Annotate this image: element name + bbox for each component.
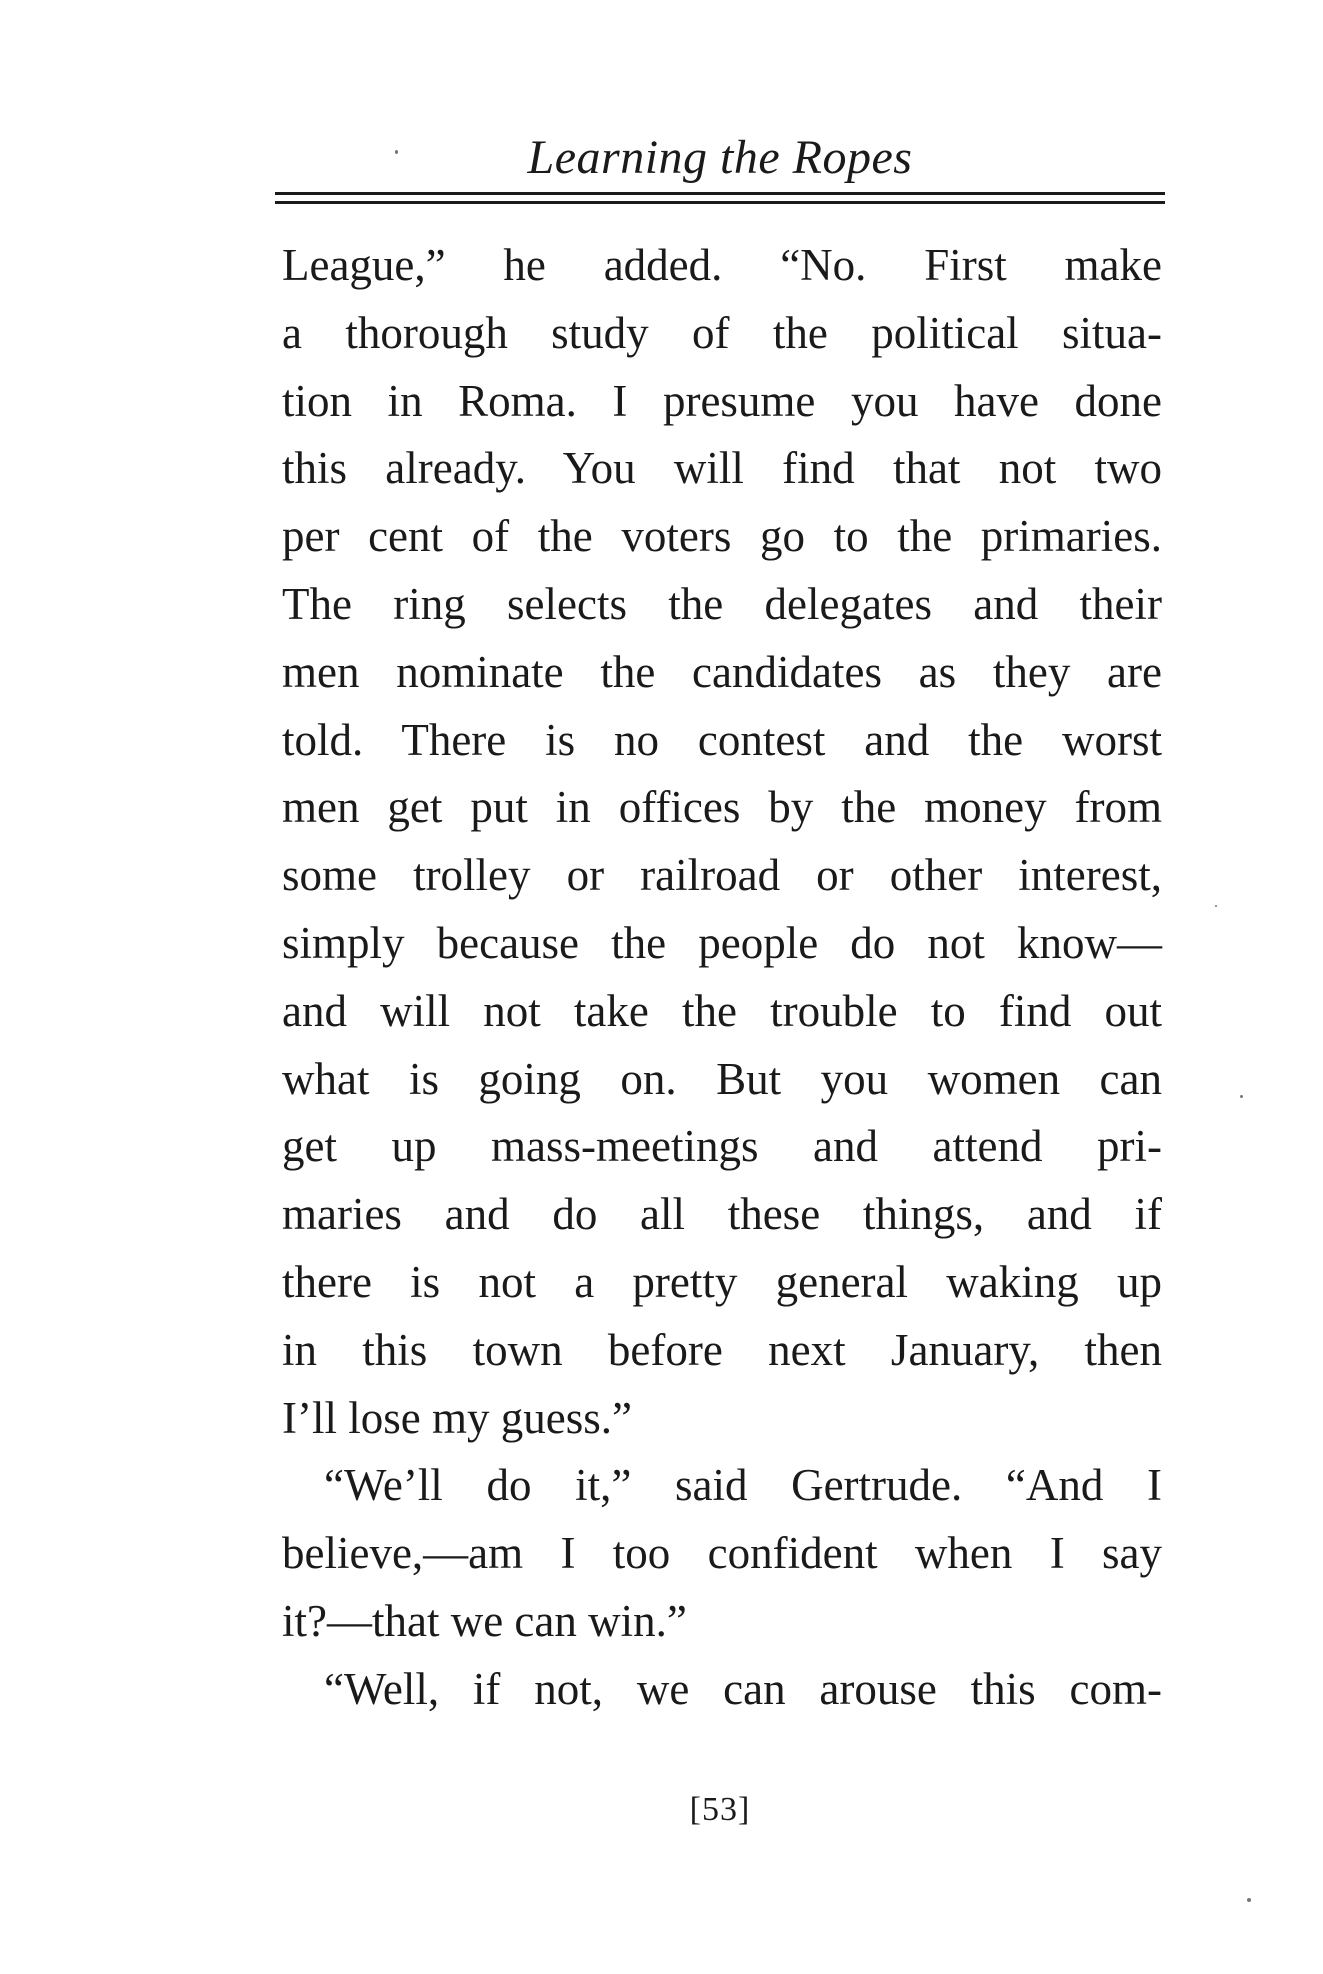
text-line: League,” he added. “No. First make [282, 240, 1162, 290]
text-line: and will not take the trouble to find out [282, 985, 1162, 1036]
text-line: believe,—am I too confident when I say [282, 1528, 1162, 1579]
running-head-title: Learning the Ropes [527, 131, 913, 184]
paper-speck [1240, 1095, 1243, 1098]
text-line: a thorough study of the political situa- [282, 307, 1162, 358]
text-line: what is going on. But you women can [282, 1053, 1162, 1104]
text-line: men get put in offices by the money from [282, 782, 1162, 833]
header-rule-bottom [275, 201, 1165, 204]
text-line: there is not a pretty general waking up [282, 1256, 1162, 1307]
paper-speck [395, 150, 398, 154]
body-text [282, 232, 1162, 1724]
text-line: “We’ll do it,” said Gertrude. “And I [324, 1460, 1162, 1511]
header-rule-top [275, 192, 1165, 195]
paper-speck [1215, 905, 1217, 907]
text-line: maries and do all these things, and if [282, 1189, 1162, 1240]
text-line: men nominate the candidates as they are [282, 646, 1162, 697]
text-line: per cent of the voters go to the primaries. [282, 511, 1162, 562]
text-line: this already. You will find that not two [282, 443, 1162, 494]
text-line: The ring selects the delegates and their [282, 578, 1162, 629]
text-line: tion in Roma. I presume you have done [282, 375, 1162, 426]
text-line: some trolley or railroad or other interest, [282, 850, 1162, 901]
text-line: it?—that we can win.” [282, 1595, 687, 1646]
text-line: get up mass-meetings and attend pri- [282, 1121, 1162, 1172]
text-line: simply because the people do not know— [282, 917, 1162, 968]
text-line: told. There is no contest and the worst [282, 714, 1162, 765]
text-line: “Well, if not, we can arouse this com- [324, 1663, 1162, 1714]
text-line: in this town before next January, then [282, 1324, 1162, 1375]
text-line: I’ll lose my guess.” [282, 1392, 632, 1443]
paper-speck [1247, 1898, 1251, 1902]
page-number: [53] [689, 1791, 751, 1828]
